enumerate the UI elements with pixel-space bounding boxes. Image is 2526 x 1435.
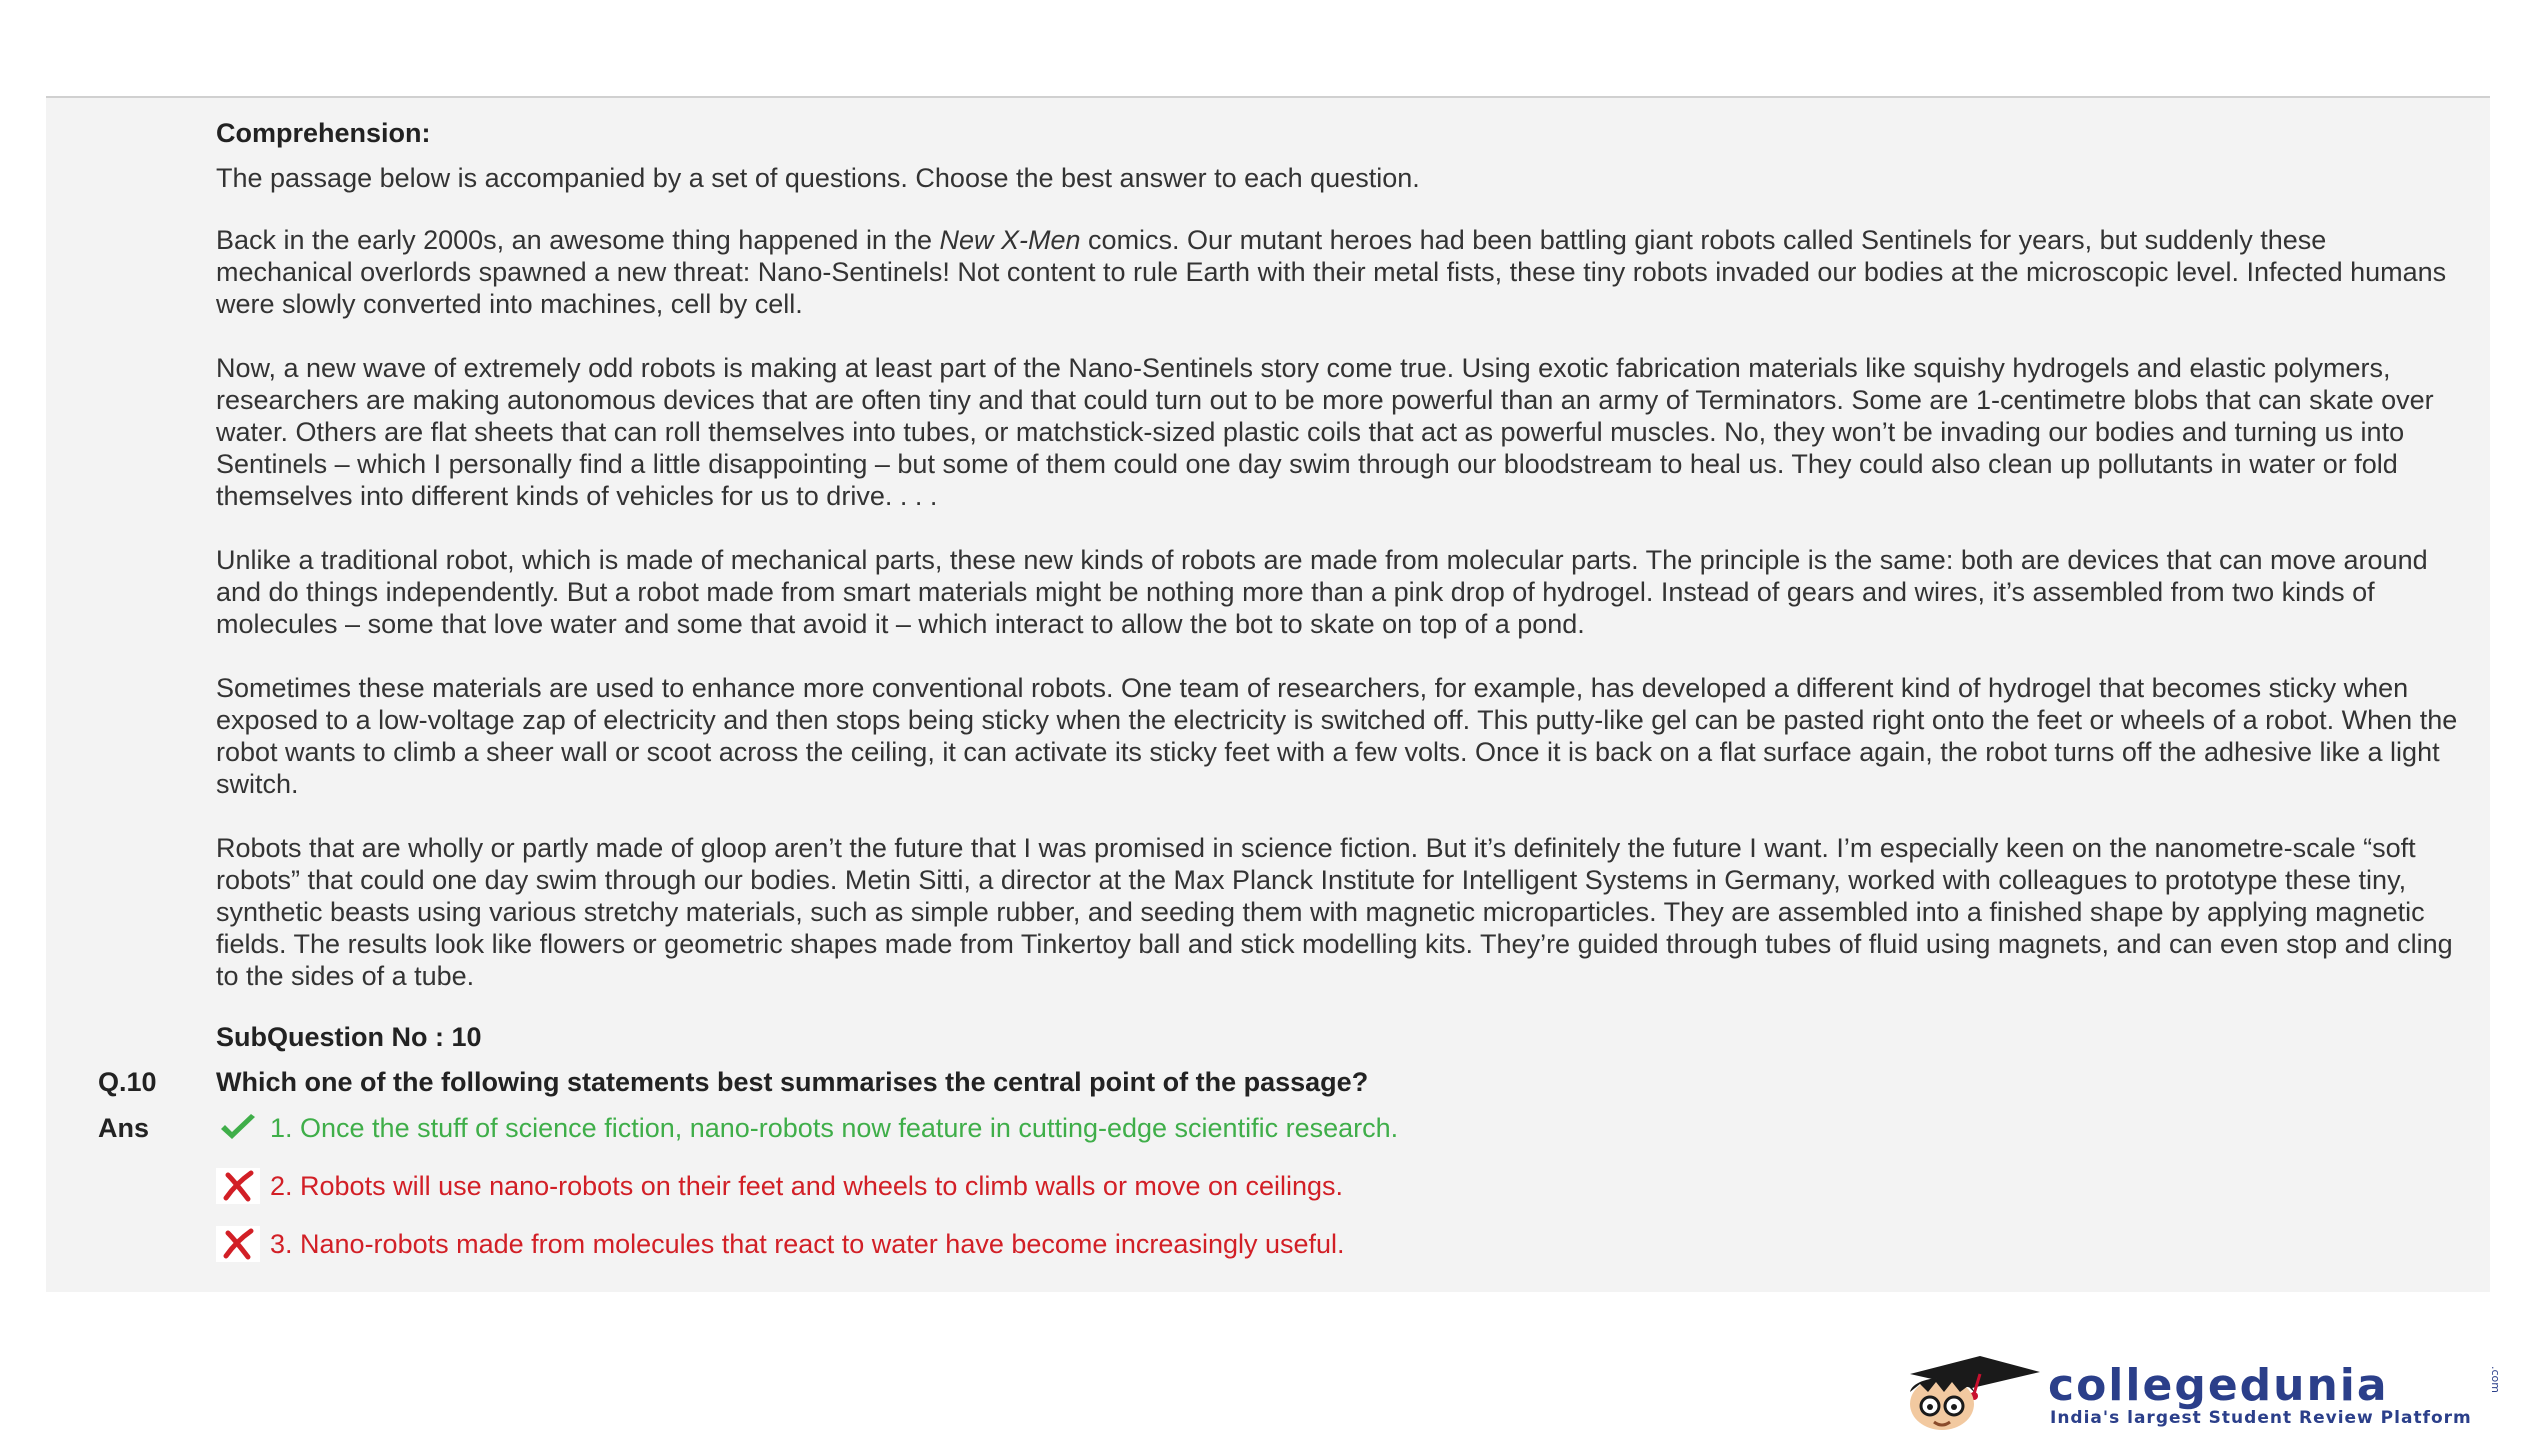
answer-option-1[interactable] <box>98 1110 2466 1146</box>
checkmark-icon <box>216 1110 260 1146</box>
question-row <box>98 1064 2466 1100</box>
passage-paragraph-4: Sometimes these materials are used to enhance more conventional robots. One team of researchers, for example, has developed a different kind of hydrogel that becomes sticky when exposed to a low-voltage zap of electricity and then stops being sticky when the electricity is switched off. This putty-like gel can be pasted right onto the feet or wheels of a robot. When the robot wants to climb a sheer wall or scoot across the ceiling, it can activate its sticky feet with a few volts. Once it is back on a flat surface again, the robot turns off the adhesive like a light switch. <box>216 673 2458 799</box>
question-panel <box>46 96 2490 1292</box>
comprehension-heading: Comprehension: <box>216 118 431 148</box>
logo-tagline: India's largest Student Review Platform <box>2050 1408 2472 1428</box>
comic-title: New X-Men <box>939 225 1081 255</box>
option-text: 1. Once the stuff of science fiction, nano-robots now feature in cutting-edge scientific research. <box>270 1113 1399 1143</box>
paragraph-1-rest: comics. Our mutant heroes had been battling giant robots called Sentinels for years, but suddenly these mechanical overlords spawned a new threat: Nano-Sentinels! Not content to rule Earth with their metal fists, these tiny robots invaded our bodies at the microscopic level. Infected humans were slowly converted into machines, cell by cell. <box>216 225 2447 319</box>
graduate-mascot-icon <box>1880 1352 2040 1432</box>
subquestion-number: SubQuestion No : 10 <box>216 1022 482 1052</box>
passage-paragraph-1 <box>216 224 2466 320</box>
passage-paragraph-2: Now, a new wave of extremely odd robots is making at least part of the Nano-Sentinels story come true. Using exotic fabrication materials like squishy hydrogels and elastic polymers, researchers are making autonomous devices that are often tiny and that could turn out to be more powerful than an army of Terminators. Some are 1-centimetre blobs that can skate over water. Others are flat sheets that can roll themselves into tubes, or matchstick-sized plastic coils that act as powerful muscles. No, they won’t be invading our bodies and turning us into Sentinels – which I personally find a little disappointing – but some of them could one day swim through our bloodstream to heal us. They could also clean up pollutants in water or fold themselves into different kinds of vehicles for us to drive. . . . <box>216 353 2434 511</box>
answer-option-3[interactable] <box>216 1226 2466 1262</box>
passage-paragraph-5: Robots that are wholly or partly made of gloop aren’t the future that I was promised in science fiction. But it’s definitely the future I want. I’m especially keen on the nanometre-scale “soft robots” that could one day swim through our bodies. Metin Sitti, a director at the Max Planck Institute for Intelligent Systems in Germany, worked with colleagues to prototype these tiny, synthetic beasts using various stretchy materials, such as simple rubber, and seeding them with magnetic microparticles. They are assembled into a finished shape by applying magnetic fields. The results look like flowers or geometric shapes made from Tinkertoy ball and stick modelling kits. They’re guided through tubes of fluid using magnets, and can even stop and cling to the sides of a tube. <box>216 833 2453 991</box>
answer-option-2[interactable] <box>216 1168 2466 1204</box>
option-text: 3. Nano-robots made from molecules that react to water have become increasingly useful. <box>270 1229 1345 1259</box>
question-text: Which one of the following statements best summarises the central point of the passage? <box>216 1067 1369 1097</box>
passage-instructions: The passage below is accompanied by a set of questions. Choose the best answer to each question. <box>216 163 1420 193</box>
answer-label: Ans <box>98 1113 150 1143</box>
logo-suffix: .com <box>2489 1366 2502 1393</box>
passage-content <box>98 116 2466 1284</box>
passage-paragraph-3: Unlike a traditional robot, which is made of mechanical parts, these new kinds of robots are made from molecular parts. The principle is the same: both are devices that can move around and do things independently. But a robot made from smart materials might be nothing more than a pink drop of hydrogel. Instead of gears and wires, it’s assembled from two kinds of molecules – some that love water and some that avoid it – which interact to allow the bot to skate on top of a pond. <box>216 545 2428 639</box>
cross-icon <box>216 1226 260 1262</box>
cross-icon <box>216 1168 260 1204</box>
paragraph-1-start: Back in the early 2000s, an awesome thing happened in the <box>216 225 940 255</box>
logo-wordmark: collegedunia <box>2048 1360 2389 1411</box>
collegedunia-logo <box>1880 1352 2520 1432</box>
option-text: 2. Robots will use nano-robots on their feet and wheels to climb walls or move on ceilings. <box>270 1171 1344 1201</box>
question-label: Q.10 <box>98 1067 157 1097</box>
